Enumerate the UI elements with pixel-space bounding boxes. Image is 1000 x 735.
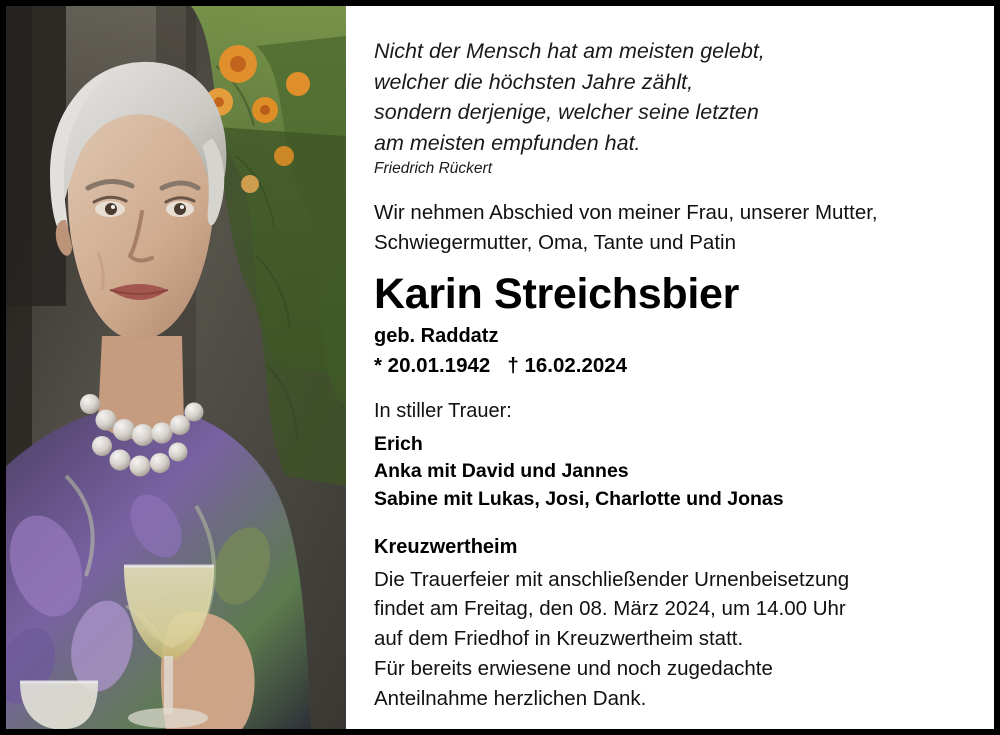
mourner-2: Anka mit David und Jannes (374, 460, 629, 483)
mourner-3: Sabine mit Lukas, Josi, Charlotte und Jonas (374, 488, 784, 511)
mourning-heading: In stiller Trauer: (374, 399, 512, 422)
intro-line-1: Wir nehmen Abschied von meiner Frau, unserer Mutter, (374, 201, 878, 225)
quote-author: Friedrich Rückert (374, 160, 492, 178)
deceased-maiden-name: geb. Raddatz (374, 324, 499, 347)
mourners-list (374, 431, 968, 514)
quote-line-2: welcher die höchsten Jahre zählt, (374, 69, 694, 94)
quote-line-1: Nicht der Mensch hat am meisten gelebt, (374, 39, 765, 63)
photo-illustration (6, 6, 346, 729)
deceased-photo (6, 6, 346, 729)
memorial-quote (374, 36, 968, 158)
service-line-4: Für bereits erwiesene und noch zugedachte (374, 656, 773, 680)
deceased-name: Karin Streichsbier (374, 269, 740, 318)
service-line-2: findet am Freitag, den 08. März 2024, um 14.00 Uhr (374, 597, 846, 621)
location-name: Kreuzwertheim (374, 535, 518, 558)
intro-text (374, 198, 968, 257)
intro-line-2: Schwiegermutter, Oma, Tante und Patin (374, 230, 736, 254)
service-line-3: auf dem Friedhof in Kreuzwertheim statt. (374, 627, 744, 651)
deceased-dates: * 20.01.1942 † 16.02.2024 (374, 353, 628, 377)
obituary-text (346, 6, 994, 729)
quote-line-3: sondern derjenige, welcher seine letzten (374, 100, 759, 125)
service-line-5: Anteilnahme herzlichen Dank. (374, 686, 647, 710)
service-details (374, 565, 968, 714)
quote-line-4: am meisten empfunden hat. (374, 130, 641, 155)
service-line-1: Die Trauerfeier mit anschließender Urnenbeisetzung (374, 567, 850, 591)
mourner-1: Erich (374, 432, 423, 455)
